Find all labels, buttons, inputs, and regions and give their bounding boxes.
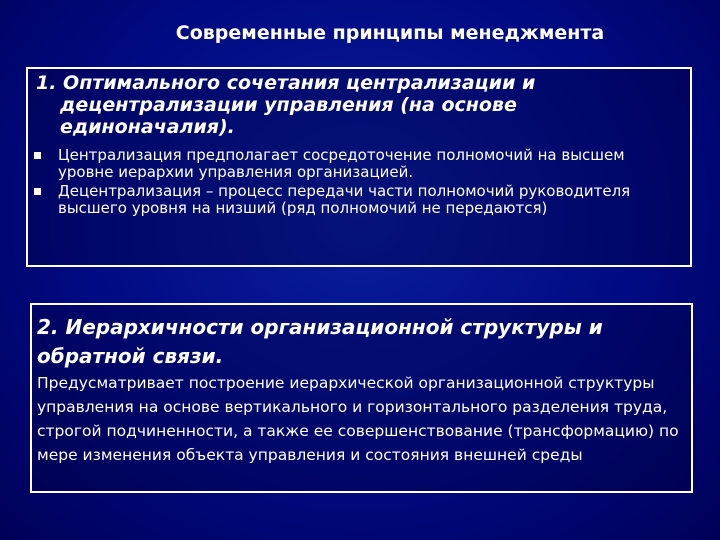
principle-1-heading [36,72,676,138]
bullet-text: Децентрализация – процесс передачи части полномочий руководителя высшего уровня на низший (ряд полномочий не передаются) [58,182,631,217]
principle-1-bullet-list [34,147,674,219]
principle-2-box [30,303,693,493]
principle-2-heading: 2. Иерархичности организационной структуры и обратной связи. [37,315,603,368]
bullet-text: Централизация предполагает сосредоточение полномочий на высшем уровне иерархии управления организацией. [58,146,625,181]
bullet-item [34,147,674,181]
bullet-item [34,183,674,217]
principle-1-box [26,67,692,267]
principle-2-description: Предусматривает построение иерархической организационной структуры управления на основе вертикального и горизонтального разделения труда, строгой подчиненности, а также ее совершенствование (трансформацию) по мере изменения объекта управления и состояния внешней среды [37,374,679,464]
square-bullet-icon [34,188,41,195]
principle-1-heading-line1: 1. Оптимального сочетания централизации и [36,72,536,94]
square-bullet-icon [34,152,41,159]
slide-title: Современные принципы менеджмента [175,22,605,44]
principle-1-heading-rest: децентрализации управления (на основе единоначалия). [60,94,517,138]
